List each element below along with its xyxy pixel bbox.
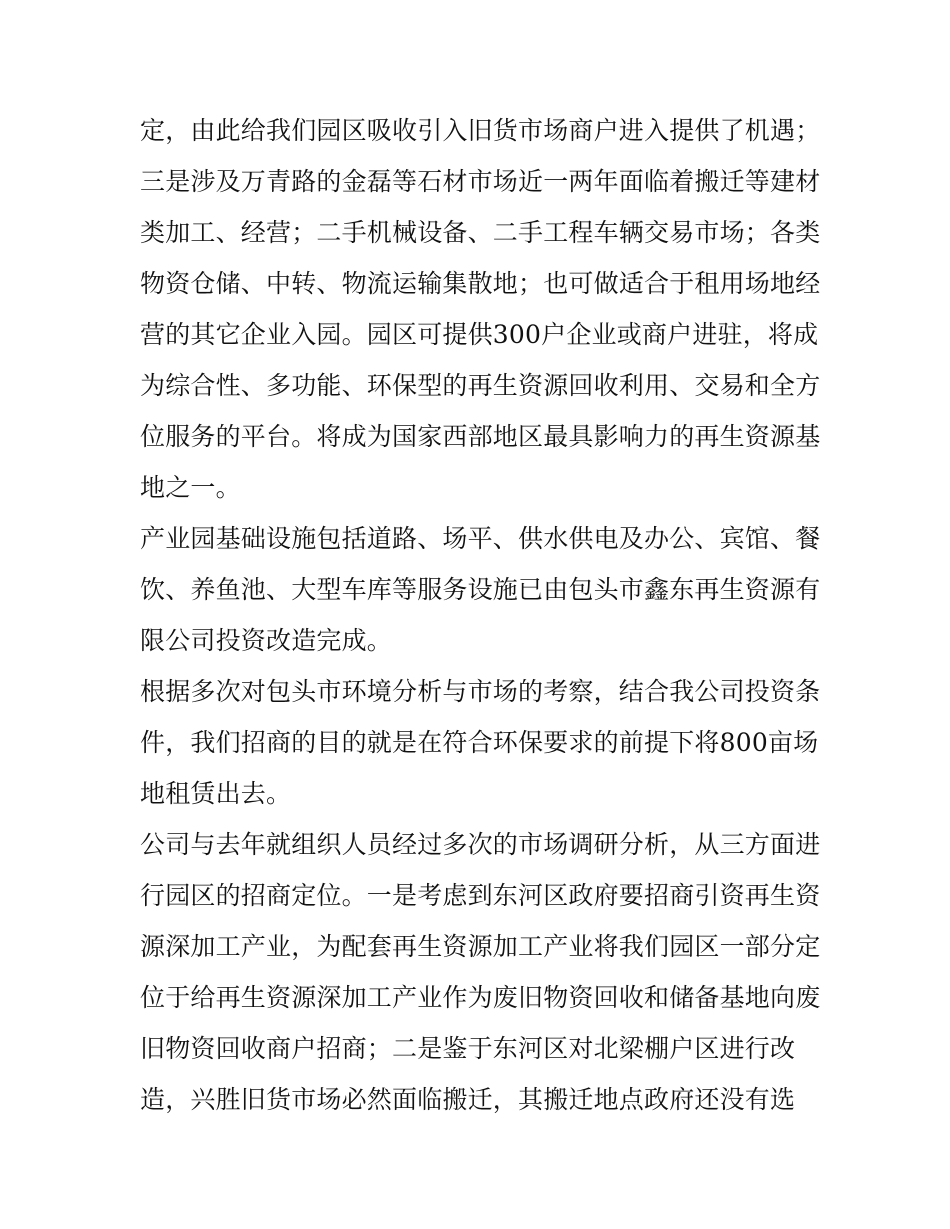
text-line-3: 类加工、经营；二手机械设备、二手工程车辆交易市场；各类 <box>140 218 821 247</box>
text-line-17: 源深加工产业，为配套再生资源加工产业将我们园区一部分定 <box>140 932 821 961</box>
text-line-6: 为综合性、多功能、环保型的再生资源回收利用、交易和全方 <box>140 371 821 400</box>
body-text <box>140 105 830 1125</box>
text-line-9: 产业园基础设施包括道路、场平、供水供电及办公、宾馆、餐 <box>140 524 821 553</box>
text-line-13: 件，我们招商的目的就是在符合环保要求的前提下将800亩场 <box>140 728 819 757</box>
text-line-15: 公司与去年就组织人员经过多次的市场调研分析，从三方面进 <box>140 830 821 859</box>
text-line-2: 三是涉及万青路的金磊等石材市场近一两年面临着搬迁等建材 <box>140 167 821 196</box>
text-line-14: 地租赁出去。 <box>140 779 292 808</box>
text-line-8: 地之一。 <box>140 473 241 502</box>
text-line-20: 造，兴胜旧货市场必然面临搬迁，其搬迁地点政府还没有选 <box>140 1085 796 1114</box>
text-line-10: 饮、养鱼池、大型车库等服务设施已由包头市鑫东再生资源有 <box>140 575 821 604</box>
text-line-18: 位于给再生资源深加工产业作为废旧物资回收和储备基地向废 <box>140 983 821 1012</box>
text-line-19: 旧物资回收商户招商；二是鉴于东河区对北梁棚户区进行改 <box>140 1034 796 1063</box>
text-line-16: 行园区的招商定位。一是考虑到东河区政府要招商引资再生资 <box>140 881 821 910</box>
text-line-11: 限公司投资改造完成。 <box>140 626 393 655</box>
text-line-4: 物资仓储、中转、物流运输集散地；也可做适合于租用场地经 <box>140 269 821 298</box>
text-line-1: 定，由此给我们园区吸收引入旧货市场商户进入提供了机遇； <box>140 116 821 145</box>
text-line-5: 营的其它企业入园。园区可提供300户企业或商户进驻，将成 <box>140 320 819 349</box>
text-line-7: 位服务的平台。将成为国家西部地区最具影响力的再生资源基 <box>140 422 821 451</box>
text-line-12: 根据多次对包头市环境分析与市场的考察，结合我公司投资条 <box>140 677 821 706</box>
